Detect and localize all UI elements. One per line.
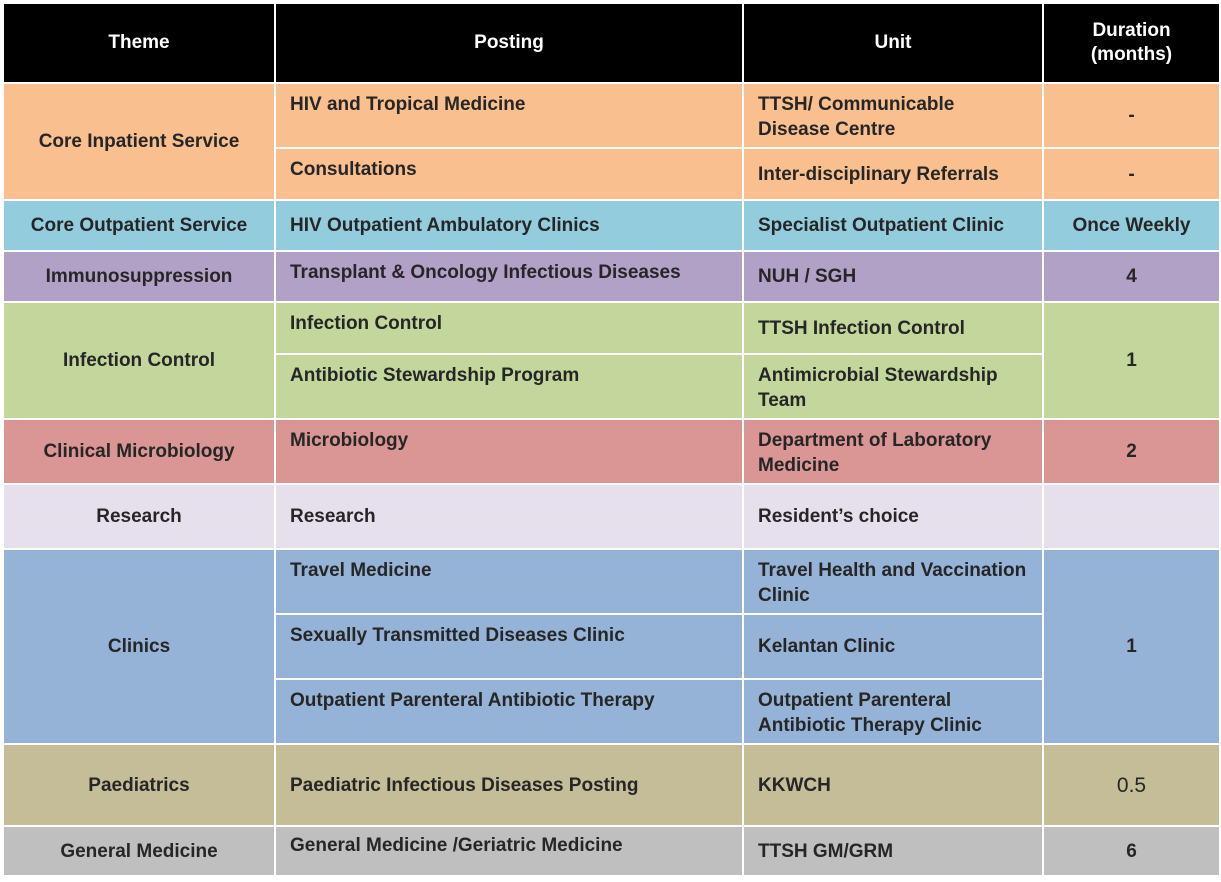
- duration-cell: 1: [1043, 549, 1220, 744]
- unit-cell: Resident’s choice: [743, 484, 1043, 549]
- header-duration: [1043, 3, 1220, 83]
- theme-cell: General Medicine: [3, 826, 275, 876]
- posting-cell: General Medicine /Geriatric Medicine: [275, 826, 743, 876]
- unit-cell: Antimicrobial Stewardship Team: [743, 354, 1043, 419]
- unit-cell: TTSH Infection Control: [743, 302, 1043, 354]
- duration-cell: 4: [1043, 251, 1220, 302]
- header-duration-line1: Duration: [1092, 20, 1171, 41]
- unit-cell: Department of Laboratory Medicine: [743, 419, 1043, 484]
- theme-cell: Paediatrics: [3, 744, 275, 826]
- header-duration-line2: (months): [1090, 44, 1173, 65]
- header-unit: Unit: [743, 3, 1043, 83]
- unit-cell: Kelantan Clinic: [743, 614, 1043, 679]
- unit-cell: Outpatient Parenteral Antibiotic Therapy Clinic: [743, 679, 1043, 744]
- unit-cell: TTSH GM/GRM: [743, 826, 1043, 876]
- duration-cell: Once Weekly: [1043, 200, 1220, 251]
- unit-cell: Inter-disciplinary Referrals: [743, 148, 1043, 200]
- header-posting: Posting: [275, 3, 743, 83]
- table-row: [3, 484, 1220, 549]
- table-row: [3, 200, 1220, 251]
- theme-cell: Immunosuppression: [3, 251, 275, 302]
- theme-cell: Clinical Microbiology: [3, 419, 275, 484]
- table-row: [3, 419, 1220, 484]
- rotation-table: [2, 2, 1221, 877]
- theme-cell: Clinics: [3, 549, 275, 744]
- posting-cell: Outpatient Parenteral Antibiotic Therapy: [275, 679, 743, 744]
- table-row: [3, 302, 1220, 354]
- unit-cell: Specialist Outpatient Clinic: [743, 200, 1043, 251]
- unit-cell: Travel Health and Vaccination Clinic: [743, 549, 1043, 614]
- posting-cell: Research: [275, 484, 743, 549]
- duration-cell: 0.5: [1043, 744, 1220, 826]
- duration-cell: [1043, 484, 1220, 549]
- table-row: [3, 83, 1220, 148]
- posting-cell: Consultations: [275, 148, 743, 200]
- unit-cell: NUH / SGH: [743, 251, 1043, 302]
- unit-cell: TTSH/ Communicable Disease Centre: [743, 83, 1043, 148]
- posting-cell: Travel Medicine: [275, 549, 743, 614]
- table-row: [3, 549, 1220, 614]
- posting-cell: Infection Control: [275, 302, 743, 354]
- posting-cell: Sexually Transmitted Diseases Clinic: [275, 614, 743, 679]
- unit-cell: KKWCH: [743, 744, 1043, 826]
- header-theme: Theme: [3, 3, 275, 83]
- duration-cell: 1: [1043, 302, 1220, 419]
- table-row: [3, 251, 1220, 302]
- theme-cell: Core Outpatient Service: [3, 200, 275, 251]
- duration-cell: 6: [1043, 826, 1220, 876]
- table-row: [3, 744, 1220, 826]
- duration-cell: 2: [1043, 419, 1220, 484]
- posting-cell: Paediatric Infectious Diseases Posting: [275, 744, 743, 826]
- posting-cell: Transplant & Oncology Infectious Diseases: [275, 251, 743, 302]
- header-row: [3, 3, 1220, 83]
- duration-cell: -: [1043, 83, 1220, 148]
- table-row: [3, 826, 1220, 876]
- theme-cell: Infection Control: [3, 302, 275, 419]
- posting-cell: HIV and Tropical Medicine: [275, 83, 743, 148]
- theme-cell: Research: [3, 484, 275, 549]
- theme-cell: Core Inpatient Service: [3, 83, 275, 200]
- posting-cell: Microbiology: [275, 419, 743, 484]
- posting-cell: Antibiotic Stewardship Program: [275, 354, 743, 419]
- duration-cell: -: [1043, 148, 1220, 200]
- posting-cell: HIV Outpatient Ambulatory Clinics: [275, 200, 743, 251]
